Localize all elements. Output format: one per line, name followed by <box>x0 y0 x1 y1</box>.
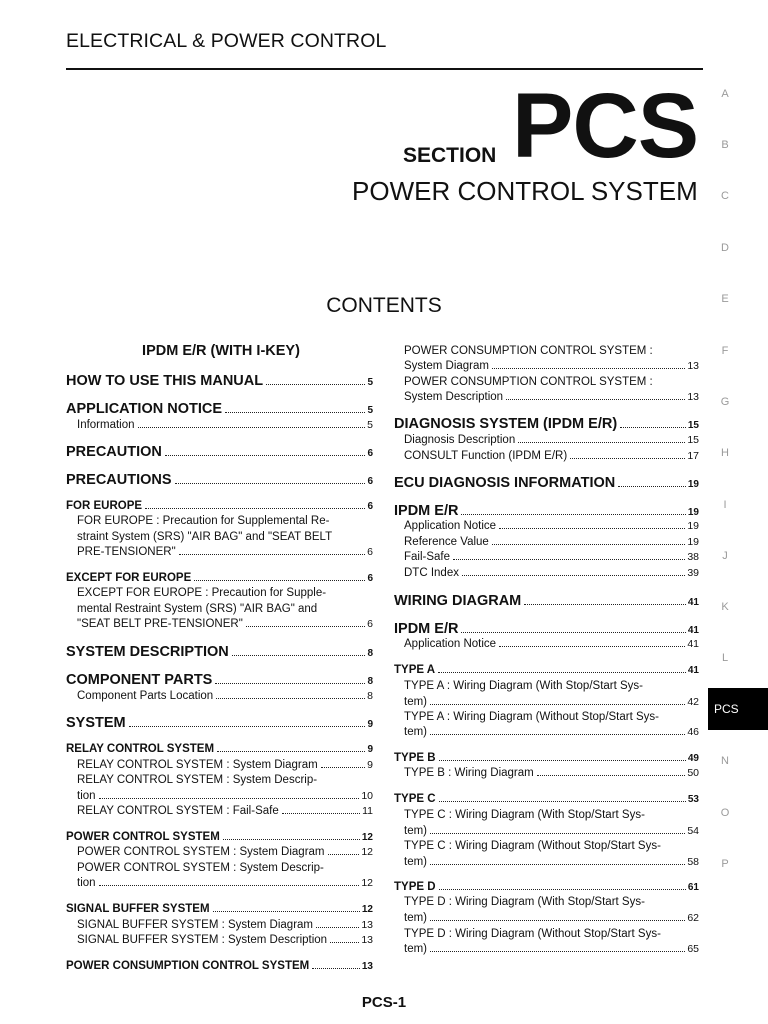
toc-entry-label: RELAY CONTROL SYSTEM : System Diagram <box>77 759 318 771</box>
toc-entry[interactable] <box>394 664 699 676</box>
toc-entry-page: 10 <box>361 790 373 802</box>
toc-leader-dots <box>328 854 360 855</box>
toc-leader-dots <box>225 412 365 413</box>
toc-entry-label: DTC Index <box>404 567 459 579</box>
toc-leader-dots <box>430 951 685 952</box>
toc-leader-dots <box>618 486 686 487</box>
side-index-letter[interactable]: C <box>721 190 729 202</box>
toc-leader-dots <box>312 968 360 969</box>
toc-entry-label: tem) <box>404 726 427 738</box>
toc-leader-dots <box>461 632 685 633</box>
toc-entry[interactable] <box>394 503 699 519</box>
toc-entry[interactable] <box>77 805 373 817</box>
toc-entry[interactable] <box>66 444 373 460</box>
toc-entry-label: SYSTEM <box>66 715 126 731</box>
toc-entry-page: 17 <box>687 450 699 462</box>
toc-entry[interactable] <box>66 401 373 417</box>
toc-entry-page: 41 <box>687 638 699 650</box>
side-index-letter[interactable]: K <box>721 601 729 613</box>
toc-entry[interactable] <box>66 472 373 488</box>
toc-entry[interactable] <box>77 690 373 702</box>
toc-leader-dots <box>439 760 686 761</box>
toc-entry[interactable] <box>66 903 373 915</box>
toc-entry-label: Reference Value <box>404 536 489 548</box>
toc-entry[interactable] <box>394 881 699 893</box>
toc-entry-label: System Description <box>404 391 504 403</box>
toc-leader-dots <box>506 399 685 400</box>
toc-leader-dots <box>316 927 359 928</box>
toc-entry-label: Component Parts Location <box>77 690 214 702</box>
toc-text-line: TYPE C : Wiring Diagram (Without Stop/Start Sys- <box>404 840 661 852</box>
toc-entry[interactable] <box>66 644 373 660</box>
toc-entry-label: WIRING DIAGRAM <box>394 593 522 609</box>
toc-entry-page: 19 <box>687 520 699 532</box>
toc-entry[interactable] <box>404 520 699 532</box>
toc-entry-page: 9 <box>367 719 373 730</box>
toc-leader-dots <box>99 798 360 799</box>
toc-entry-label: IPDM E/R <box>394 503 459 519</box>
toc-entry[interactable] <box>404 825 699 837</box>
toc-entry-label: EXCEPT FOR EUROPE <box>66 572 192 584</box>
toc-entry-label: PRE-TENSIONER" <box>77 546 176 558</box>
toc-leader-dots <box>175 483 366 484</box>
toc-text-line: RELAY CONTROL SYSTEM : System Descrip- <box>77 774 318 786</box>
toc-entry-page: 50 <box>687 767 699 779</box>
toc-entry-label: CONSULT Function (IPDM E/R) <box>404 450 568 462</box>
toc-leader-dots <box>430 920 685 921</box>
toc-entry-page: 15 <box>687 434 699 446</box>
side-index-letter[interactable]: B <box>721 139 729 151</box>
toc-entry-label: Application Notice <box>404 520 497 532</box>
side-index-letter[interactable]: D <box>721 242 729 254</box>
toc-leader-dots <box>537 775 686 776</box>
toc-entry-label: POWER CONTROL SYSTEM : System Diagram <box>77 846 325 858</box>
toc-entry[interactable] <box>394 593 699 609</box>
toc-leader-dots <box>499 646 685 647</box>
toc-entry-page: 38 <box>687 551 699 563</box>
side-index-letter[interactable]: P <box>721 858 729 870</box>
header-rule <box>66 68 703 70</box>
toc-entry[interactable] <box>66 672 373 688</box>
toc-entry-page: 39 <box>687 567 699 579</box>
toc-leader-dots <box>266 384 365 385</box>
side-index-letter[interactable]: O <box>720 807 730 819</box>
toc-entry-page: 6 <box>367 546 373 558</box>
toc-entry-page: 46 <box>687 726 699 738</box>
toc-entry-label: TYPE A <box>394 664 436 676</box>
toc-leader-dots <box>518 442 685 443</box>
toc-entry[interactable] <box>394 752 699 764</box>
toc-leader-dots <box>430 734 685 735</box>
toc-entry[interactable] <box>77 618 373 630</box>
toc-leader-dots <box>99 885 360 886</box>
toc-leader-dots <box>321 767 365 768</box>
toc-entry-label: System Diagram <box>404 360 489 372</box>
toc-entry-label: SIGNAL BUFFER SYSTEM : System Description <box>77 934 328 946</box>
toc-entry-page: 12 <box>361 832 373 843</box>
toc-entry[interactable] <box>404 450 699 462</box>
toc-leader-dots <box>461 514 685 515</box>
toc-entry[interactable] <box>77 419 373 431</box>
toc-entry[interactable] <box>404 638 699 650</box>
toc-entry-page: 58 <box>687 856 699 868</box>
toc-entry-label: COMPONENT PARTS <box>66 672 213 688</box>
toc-entry-label: HOW TO USE THIS MANUAL <box>66 373 264 389</box>
toc-entry-page: 42 <box>687 696 699 708</box>
toc-entry-page: 13 <box>687 391 699 403</box>
toc-entry-label: SIGNAL BUFFER SYSTEM <box>66 903 210 915</box>
toc-entry-page: 13 <box>361 919 373 931</box>
toc-entry-label: tem) <box>404 696 427 708</box>
toc-entry[interactable] <box>404 360 699 372</box>
toc-leader-dots <box>430 704 685 705</box>
toc-entry-label: TYPE B <box>394 752 436 764</box>
toc-entry[interactable] <box>404 912 699 924</box>
toc-entry[interactable] <box>66 960 373 972</box>
toc-entry-page: 12 <box>361 877 373 889</box>
toc-entry-label: TYPE B : Wiring Diagram <box>404 767 534 779</box>
toc-entry-page: 41 <box>687 625 699 636</box>
toc-entry[interactable] <box>66 572 373 584</box>
toc-entry[interactable] <box>404 536 699 548</box>
toc-entry-page: 12 <box>361 846 373 858</box>
toc-entry[interactable] <box>404 943 699 955</box>
toc-entry-page: 5 <box>367 377 373 388</box>
toc-text-line: TYPE D : Wiring Diagram (Without Stop/Start Sys- <box>404 928 661 940</box>
toc-leader-dots <box>217 751 365 752</box>
toc-entry-page: 6 <box>367 573 373 584</box>
toc-entry-page: 12 <box>361 904 373 915</box>
toc-leader-dots <box>439 801 686 802</box>
toc-leader-dots <box>439 889 686 890</box>
toc-leader-dots <box>430 833 685 834</box>
toc-entry-page: 11 <box>362 805 373 817</box>
toc-entry-label: RELAY CONTROL SYSTEM <box>66 743 215 755</box>
toc-leader-dots <box>232 655 366 656</box>
toc-leader-dots <box>524 604 686 605</box>
toc-entry-label: SYSTEM DESCRIPTION <box>66 644 229 660</box>
toc-leader-dots <box>438 672 686 673</box>
page-number: PCS-1 <box>361 994 407 1011</box>
toc-leader-dots <box>282 813 360 814</box>
toc-entry-label: FOR EUROPE <box>66 500 143 512</box>
toc-entry-page: 13 <box>361 961 373 972</box>
toc-entry[interactable] <box>404 696 699 708</box>
toc-text-line: POWER CONSUMPTION CONTROL SYSTEM : <box>404 376 653 388</box>
toc-entry-page: 5 <box>367 405 373 416</box>
toc-entry[interactable] <box>77 790 373 802</box>
toc-leader-dots <box>138 427 366 428</box>
toc-leader-dots <box>216 698 365 699</box>
toc-entry-page: 19 <box>687 536 699 548</box>
toc-entry-label: tem) <box>404 943 427 955</box>
toc-leader-dots <box>492 544 686 545</box>
side-index-letter[interactable]: L <box>721 652 729 664</box>
toc-entry[interactable] <box>77 759 373 771</box>
toc-entry-label: Application Notice <box>404 638 497 650</box>
toc-entry-page: 9 <box>367 744 373 755</box>
toc-entry-page: 8 <box>367 648 373 659</box>
toc-entry-label: PRECAUTIONS <box>66 472 172 488</box>
toc-entry[interactable] <box>404 391 699 403</box>
toc-text-line: POWER CONSUMPTION CONTROL SYSTEM : <box>404 345 653 357</box>
toc-entry[interactable] <box>77 877 373 889</box>
toc-entry-label: Fail-Safe <box>404 551 451 563</box>
toc-entry[interactable] <box>394 416 699 432</box>
toc-entry-page: 53 <box>687 794 699 805</box>
toc-entry-label: APPLICATION NOTICE <box>66 401 223 417</box>
toc-text-line: TYPE C : Wiring Diagram (With Stop/Start Sys- <box>404 809 645 821</box>
side-index-letter[interactable]: I <box>723 499 727 511</box>
toc-entry-label: POWER CONSUMPTION CONTROL SYSTEM <box>66 960 310 972</box>
toc-text-line: POWER CONTROL SYSTEM : System Descrip- <box>77 862 324 874</box>
toc-entry-page: 6 <box>367 618 373 630</box>
toc-entry-page: 41 <box>687 597 699 608</box>
toc-entry-page: 19 <box>687 507 699 518</box>
toc-entry[interactable] <box>77 546 373 558</box>
toc-entry-page: 5 <box>367 419 373 431</box>
toc-entry-label: POWER CONTROL SYSTEM <box>66 831 220 843</box>
toc-entry[interactable] <box>394 793 699 805</box>
toc-entry[interactable] <box>66 373 373 389</box>
side-index-letter[interactable]: A <box>721 88 729 100</box>
toc-text-line: mental Restraint System (SRS) "AIR BAG" and <box>77 603 318 615</box>
toc-entry-page: 49 <box>687 753 699 764</box>
toc-leader-dots <box>215 683 365 684</box>
toc-entry[interactable] <box>77 934 373 946</box>
section-name: POWER CONTROL SYSTEM <box>352 176 698 206</box>
toc-entry-page: 41 <box>687 665 699 676</box>
toc-entry-page: 62 <box>687 912 699 924</box>
toc-leader-dots <box>620 427 686 428</box>
toc-entry[interactable] <box>66 715 373 731</box>
toc-entry-label: "SEAT BELT PRE-TENSIONER" <box>77 618 243 630</box>
toc-leader-dots <box>430 864 685 865</box>
toc-entry-label: SIGNAL BUFFER SYSTEM : System Diagram <box>77 919 314 931</box>
toc-leader-dots <box>213 911 360 912</box>
side-index-letter[interactable]: E <box>721 293 729 305</box>
toc-entry-label: ECU DIAGNOSIS INFORMATION <box>394 475 616 491</box>
toc-entry-label: tem) <box>404 825 427 837</box>
toc-leader-dots <box>129 726 366 727</box>
side-index-letter[interactable]: N <box>721 755 729 767</box>
toc-text-line: TYPE D : Wiring Diagram (With Stop/Start Sys- <box>404 896 645 908</box>
toc-entry-label: Diagnosis Description <box>404 434 516 446</box>
toc-leader-dots <box>499 528 685 529</box>
toc-entry-page: 13 <box>361 934 373 946</box>
toc-entry-label: tion <box>77 790 96 802</box>
toc-entry-label: IPDM E/R <box>394 621 459 637</box>
toc-leader-dots <box>492 368 685 369</box>
toc-entry-label: tem) <box>404 856 427 868</box>
toc-entry[interactable] <box>77 846 373 858</box>
side-index-letter[interactable]: H <box>721 447 729 459</box>
toc-entry[interactable] <box>66 831 373 843</box>
header-title: ELECTRICAL & POWER CONTROL <box>66 30 387 52</box>
toc-entry-page: 19 <box>687 479 699 490</box>
toc-leader-dots <box>179 554 366 555</box>
toc-leader-dots <box>246 626 365 627</box>
section-code: PCS <box>512 75 699 177</box>
toc-leader-dots <box>330 942 359 943</box>
toc-leader-dots <box>223 839 360 840</box>
toc-entry[interactable] <box>404 434 699 446</box>
toc-leader-dots <box>165 455 366 456</box>
toc-entry[interactable] <box>404 767 699 779</box>
side-index-letter[interactable]: J <box>722 550 728 562</box>
toc-entry-label: TYPE D <box>394 881 436 893</box>
toc-entry-page: 54 <box>687 825 699 837</box>
side-tab-pcs[interactable]: PCS <box>708 688 768 730</box>
toc-entry[interactable] <box>404 551 699 563</box>
toc-entry[interactable] <box>77 919 373 931</box>
toc-entry-page: 15 <box>687 420 699 431</box>
toc-entry-page: 6 <box>367 448 373 459</box>
toc-entry[interactable] <box>66 500 373 512</box>
toc-entry[interactable] <box>404 856 699 868</box>
toc-entry-page: 8 <box>367 690 373 702</box>
toc-leader-dots <box>194 580 365 581</box>
toc-entry-label: Information <box>77 419 135 431</box>
toc-entry-label: PRECAUTION <box>66 444 162 460</box>
toc-entry[interactable] <box>394 621 699 637</box>
toc-entry-page: 9 <box>367 759 373 771</box>
toc-text-line: straint System (SRS) "AIR BAG" and "SEAT BELT <box>77 531 333 543</box>
toc-sub-heading: IPDM E/R (WITH I-KEY) <box>142 343 300 359</box>
toc-entry-label: tem) <box>404 912 427 924</box>
toc-text-line: TYPE A : Wiring Diagram (With Stop/Start Sys- <box>404 680 644 692</box>
toc-leader-dots <box>462 575 685 576</box>
toc-entry-page: 6 <box>367 501 373 512</box>
toc-text-line: TYPE A : Wiring Diagram (Without Stop/Start Sys- <box>404 711 659 723</box>
toc-entry-label: DIAGNOSIS SYSTEM (IPDM E/R) <box>394 416 618 432</box>
toc-entry-label: RELAY CONTROL SYSTEM : Fail-Safe <box>77 805 279 817</box>
toc-entry-label: tion <box>77 877 96 889</box>
toc-text-line: FOR EUROPE : Precaution for Supplemental Re- <box>77 515 330 527</box>
side-index-letter[interactable]: F <box>721 345 729 357</box>
toc-entry[interactable] <box>394 475 699 491</box>
toc-text-line: EXCEPT FOR EUROPE : Precaution for Supple- <box>77 587 327 599</box>
toc-entry-page: 6 <box>367 476 373 487</box>
toc-leader-dots <box>145 508 365 509</box>
side-index-letter[interactable]: G <box>720 396 730 408</box>
section-label: SECTION <box>403 144 497 167</box>
toc-entry-label: TYPE C <box>394 793 436 805</box>
toc-entry[interactable] <box>404 567 699 579</box>
toc-entry-page: 65 <box>687 943 699 955</box>
toc-entry-page: 61 <box>687 882 699 893</box>
toc-leader-dots <box>570 458 685 459</box>
toc-leader-dots <box>453 559 685 560</box>
toc-entry[interactable] <box>66 743 373 755</box>
toc-entry[interactable] <box>404 726 699 738</box>
toc-entry-page: 8 <box>367 676 373 687</box>
contents-title: CONTENTS <box>326 294 442 317</box>
toc-entry-page: 13 <box>687 360 699 372</box>
